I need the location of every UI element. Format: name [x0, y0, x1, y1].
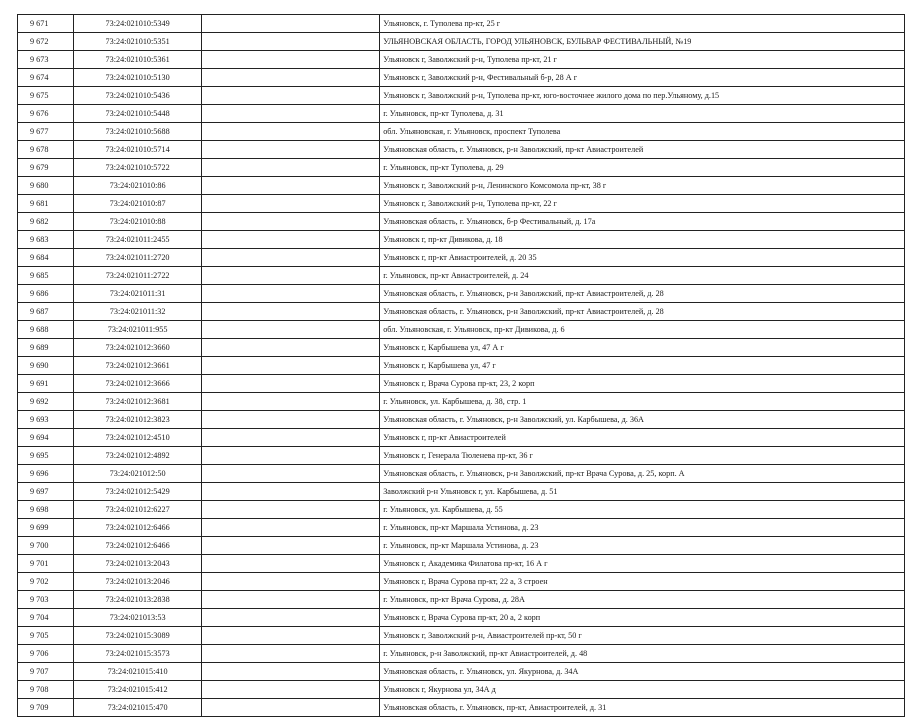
table-row [18, 645, 905, 663]
empty-cell [202, 645, 380, 663]
address-cell: Ульяновск г, пр-кт Дивикова, д. 18 [380, 231, 905, 249]
cadastral-number-cell: 73:24:021012:3660 [73, 339, 202, 357]
empty-cell [202, 537, 380, 555]
table-row [18, 267, 905, 285]
empty-cell [202, 339, 380, 357]
table-row [18, 627, 905, 645]
cadastral-table [17, 14, 905, 717]
cadastral-number-cell: 73:24:021012:6227 [73, 501, 202, 519]
cadastral-number-cell: 73:24:021010:5361 [73, 51, 202, 69]
empty-cell [202, 177, 380, 195]
row-number-cell: 9 674 [18, 69, 74, 87]
empty-cell [202, 87, 380, 105]
address-cell: Ульяновск г, Заволжский р-н, Ленинского Комсомола пр-кт, 38 г [380, 177, 905, 195]
row-number-cell: 9 694 [18, 429, 74, 447]
cadastral-number-cell: 73:24:021012:50 [73, 465, 202, 483]
cadastral-number-cell: 73:24:021010:5722 [73, 159, 202, 177]
cadastral-number-cell: 73:24:021012:3823 [73, 411, 202, 429]
table-row [18, 213, 905, 231]
empty-cell [202, 465, 380, 483]
row-number-cell: 9 672 [18, 33, 74, 51]
empty-cell [202, 69, 380, 87]
cadastral-number-cell: 73:24:021013:53 [73, 609, 202, 627]
address-cell: Ульяновск г, Якурнова ул, 34А д [380, 681, 905, 699]
table-row [18, 123, 905, 141]
empty-cell [202, 123, 380, 141]
empty-cell [202, 555, 380, 573]
table-row [18, 69, 905, 87]
table-row [18, 483, 905, 501]
address-cell: г. Ульяновск, пр-кт Маршала Устинова, д. 23 [380, 537, 905, 555]
address-cell: г. Ульяновск, пр-кт Маршала Устинова, д. 23 [380, 519, 905, 537]
table-row [18, 33, 905, 51]
empty-cell [202, 159, 380, 177]
table-row [18, 339, 905, 357]
row-number-cell: 9 704 [18, 609, 74, 627]
row-number-cell: 9 679 [18, 159, 74, 177]
empty-cell [202, 699, 380, 717]
cadastral-number-cell: 73:24:021012:3666 [73, 375, 202, 393]
row-number-cell: 9 682 [18, 213, 74, 231]
address-cell: г. Ульяновск, р-н Заволжский, пр-кт Авиастроителей, д. 48 [380, 645, 905, 663]
table-row [18, 393, 905, 411]
cadastral-number-cell: 73:24:021010:87 [73, 195, 202, 213]
table-row [18, 447, 905, 465]
address-cell: обл. Ульяновская, г. Ульяновск, проспект Туполева [380, 123, 905, 141]
cadastral-number-cell: 73:24:021010:5688 [73, 123, 202, 141]
empty-cell [202, 285, 380, 303]
row-number-cell: 9 687 [18, 303, 74, 321]
address-cell: Ульяновск г, Заволжский р-н, Авиастроителей пр-кт, 50 г [380, 627, 905, 645]
cadastral-number-cell: 73:24:021013:2043 [73, 555, 202, 573]
empty-cell [202, 213, 380, 231]
cadastral-number-cell: 73:24:021010:5130 [73, 69, 202, 87]
address-cell: Ульяновск г, Карбышева ул, 47 А г [380, 339, 905, 357]
address-cell: г. Ульяновск, ул. Карбышева, д. 38, стр. 1 [380, 393, 905, 411]
cadastral-number-cell: 73:24:021011:2455 [73, 231, 202, 249]
row-number-cell: 9 671 [18, 15, 74, 33]
empty-cell [202, 609, 380, 627]
address-cell: Ульяновск г, Заволжский р-н, Туполева пр-кт, 21 г [380, 51, 905, 69]
row-number-cell: 9 680 [18, 177, 74, 195]
address-cell: Ульяновская область, г. Ульяновск, р-н Заволжский, пр-кт Авиастроителей [380, 141, 905, 159]
address-cell: г. Ульяновск, пр-кт Туполева, д. 29 [380, 159, 905, 177]
row-number-cell: 9 690 [18, 357, 74, 375]
cadastral-number-cell: 73:24:021011:32 [73, 303, 202, 321]
empty-cell [202, 231, 380, 249]
address-cell: г. Ульяновск, пр-кт Врача Сурова, д. 28А [380, 591, 905, 609]
cadastral-number-cell: 73:24:021012:4892 [73, 447, 202, 465]
empty-cell [202, 33, 380, 51]
table-row [18, 375, 905, 393]
table-row [18, 249, 905, 267]
cadastral-number-cell: 73:24:021015:3089 [73, 627, 202, 645]
address-cell: обл. Ульяновская, г. Ульяновск, пр-кт Дивикова, д. 6 [380, 321, 905, 339]
address-cell: г. Ульяновск, ул. Карбышева, д. 55 [380, 501, 905, 519]
cadastral-number-cell: 73:24:021010:5448 [73, 105, 202, 123]
table-row [18, 573, 905, 591]
empty-cell [202, 15, 380, 33]
row-number-cell: 9 706 [18, 645, 74, 663]
row-number-cell: 9 684 [18, 249, 74, 267]
empty-cell [202, 681, 380, 699]
cadastral-number-cell: 73:24:021010:88 [73, 213, 202, 231]
address-cell: Ульяновск г, пр-кт Авиастроителей [380, 429, 905, 447]
table-row [18, 429, 905, 447]
table-row [18, 141, 905, 159]
address-cell: Ульяновская область, г. Ульяновск, пр-кт, Авиастроителей, д. 31 [380, 699, 905, 717]
row-number-cell: 9 678 [18, 141, 74, 159]
cadastral-number-cell: 73:24:021015:410 [73, 663, 202, 681]
row-number-cell: 9 705 [18, 627, 74, 645]
table-row [18, 663, 905, 681]
row-number-cell: 9 702 [18, 573, 74, 591]
row-number-cell: 9 698 [18, 501, 74, 519]
row-number-cell: 9 695 [18, 447, 74, 465]
empty-cell [202, 501, 380, 519]
table-row [18, 537, 905, 555]
cadastral-number-cell: 73:24:021012:4510 [73, 429, 202, 447]
cadastral-number-cell: 73:24:021012:3661 [73, 357, 202, 375]
table-row [18, 519, 905, 537]
table-row [18, 87, 905, 105]
empty-cell [202, 519, 380, 537]
cadastral-number-cell: 73:24:021010:5349 [73, 15, 202, 33]
table-row [18, 51, 905, 69]
empty-cell [202, 393, 380, 411]
table-row [18, 177, 905, 195]
address-cell: Ульяновск г, Врача Сурова пр-кт, 23, 2 корп [380, 375, 905, 393]
address-cell: Ульяновская область, г. Ульяновск, р-н Заволжский, пр-кт Авиастроителей, д. 28 [380, 285, 905, 303]
cadastral-number-cell: 73:24:021010:86 [73, 177, 202, 195]
empty-cell [202, 249, 380, 267]
row-number-cell: 9 707 [18, 663, 74, 681]
empty-cell [202, 429, 380, 447]
row-number-cell: 9 683 [18, 231, 74, 249]
address-cell: Ульяновск г, Академика Филатова пр-кт, 16 А г [380, 555, 905, 573]
empty-cell [202, 267, 380, 285]
empty-cell [202, 105, 380, 123]
row-number-cell: 9 708 [18, 681, 74, 699]
table-row [18, 321, 905, 339]
table-row [18, 285, 905, 303]
empty-cell [202, 357, 380, 375]
address-cell: Ульяновская область, г. Ульяновск, р-н Заволжский, пр-кт Врача Сурова, д. 25, корп. А [380, 465, 905, 483]
cadastral-number-cell: 73:24:021011:2720 [73, 249, 202, 267]
cadastral-number-cell: 73:24:021011:955 [73, 321, 202, 339]
row-number-cell: 9 681 [18, 195, 74, 213]
cadastral-number-cell: 73:24:021011:2722 [73, 267, 202, 285]
row-number-cell: 9 691 [18, 375, 74, 393]
empty-cell [202, 51, 380, 69]
address-cell: Ульяновск г, Заволжский р-н, Туполева пр-кт, 22 г [380, 195, 905, 213]
table-body [18, 15, 905, 717]
table-row [18, 303, 905, 321]
empty-cell [202, 627, 380, 645]
table-row [18, 357, 905, 375]
address-cell: Ульяновская область, г. Ульяновск, р-н Заволжский, ул. Карбышева, д. 36А [380, 411, 905, 429]
empty-cell [202, 375, 380, 393]
cadastral-number-cell: 73:24:021013:2046 [73, 573, 202, 591]
table-row [18, 681, 905, 699]
address-cell: Ульяновская область, г. Ульяновск, р-н Заволжский, пр-кт Авиастроителей, д. 28 [380, 303, 905, 321]
empty-cell [202, 663, 380, 681]
address-cell: Ульяновск г, Врача Сурова пр-кт, 22 а, 3 строен [380, 573, 905, 591]
cadastral-number-cell: 73:24:021015:3573 [73, 645, 202, 663]
address-cell: Ульяновск, г. Туполева пр-кт, 25 г [380, 15, 905, 33]
row-number-cell: 9 676 [18, 105, 74, 123]
row-number-cell: 9 693 [18, 411, 74, 429]
table-row [18, 465, 905, 483]
cadastral-number-cell: 73:24:021013:2838 [73, 591, 202, 609]
table-row [18, 609, 905, 627]
empty-cell [202, 195, 380, 213]
row-number-cell: 9 697 [18, 483, 74, 501]
address-cell: Ульяновск г, Генерала Тюленева пр-кт, 36 г [380, 447, 905, 465]
row-number-cell: 9 709 [18, 699, 74, 717]
row-number-cell: 9 692 [18, 393, 74, 411]
row-number-cell: 9 689 [18, 339, 74, 357]
address-cell: Ульяновск г, Заволжский р-н, Фестивальный б-р, 28 А г [380, 69, 905, 87]
table-row [18, 105, 905, 123]
cadastral-number-cell: 73:24:021012:3681 [73, 393, 202, 411]
empty-cell [202, 591, 380, 609]
table-row [18, 699, 905, 717]
cadastral-number-cell: 73:24:021011:31 [73, 285, 202, 303]
row-number-cell: 9 675 [18, 87, 74, 105]
address-cell: г. Ульяновск, пр-кт Туполева, д. 31 [380, 105, 905, 123]
cadastral-number-cell: 73:24:021010:5436 [73, 87, 202, 105]
row-number-cell: 9 700 [18, 537, 74, 555]
table-row [18, 159, 905, 177]
row-number-cell: 9 701 [18, 555, 74, 573]
address-cell: Ульяновская область, г. Ульяновск, б-р Фестивальный, д. 17а [380, 213, 905, 231]
empty-cell [202, 483, 380, 501]
cadastral-number-cell: 73:24:021010:5351 [73, 33, 202, 51]
empty-cell [202, 411, 380, 429]
table-row [18, 195, 905, 213]
row-number-cell: 9 685 [18, 267, 74, 285]
row-number-cell: 9 696 [18, 465, 74, 483]
row-number-cell: 9 699 [18, 519, 74, 537]
cadastral-number-cell: 73:24:021012:6466 [73, 519, 202, 537]
table-row [18, 231, 905, 249]
table-row [18, 501, 905, 519]
address-cell: Ульяновская область, г. Ульяновск, ул. Якурнова, д. 34А [380, 663, 905, 681]
table-row [18, 591, 905, 609]
address-cell: Ульяновск г, Заволжский р-н, Туполева пр-кт, юго-восточнее жилого дома по пер.Ульяному, д.15 [380, 87, 905, 105]
empty-cell [202, 303, 380, 321]
cadastral-number-cell: 73:24:021015:470 [73, 699, 202, 717]
row-number-cell: 9 686 [18, 285, 74, 303]
address-cell: Ульяновск г, Карбышева ул, 47 г [380, 357, 905, 375]
cadastral-number-cell: 73:24:021010:5714 [73, 141, 202, 159]
row-number-cell: 9 673 [18, 51, 74, 69]
table-row [18, 15, 905, 33]
address-cell: Ульяновск г, пр-кт Авиастроителей, д. 20 35 [380, 249, 905, 267]
table-row [18, 555, 905, 573]
address-cell: УЛЬЯНОВСКАЯ ОБЛАСТЬ, ГОРОД УЛЬЯНОВСК, БУЛЬВАР ФЕСТИВАЛЬНЫЙ, №19 [380, 33, 905, 51]
row-number-cell: 9 677 [18, 123, 74, 141]
address-cell: Ульяновск г, Врача Сурова пр-кт, 20 а, 2 корп [380, 609, 905, 627]
cadastral-number-cell: 73:24:021015:412 [73, 681, 202, 699]
row-number-cell: 9 703 [18, 591, 74, 609]
table-row [18, 411, 905, 429]
empty-cell [202, 321, 380, 339]
row-number-cell: 9 688 [18, 321, 74, 339]
cadastral-number-cell: 73:24:021012:5429 [73, 483, 202, 501]
address-cell: г. Ульяновск, пр-кт Авиастроителей, д. 24 [380, 267, 905, 285]
address-cell: Заволжский р-н Ульяновск г, ул. Карбышева, д. 51 [380, 483, 905, 501]
empty-cell [202, 573, 380, 591]
empty-cell [202, 141, 380, 159]
empty-cell [202, 447, 380, 465]
cadastral-number-cell: 73:24:021012:6466 [73, 537, 202, 555]
